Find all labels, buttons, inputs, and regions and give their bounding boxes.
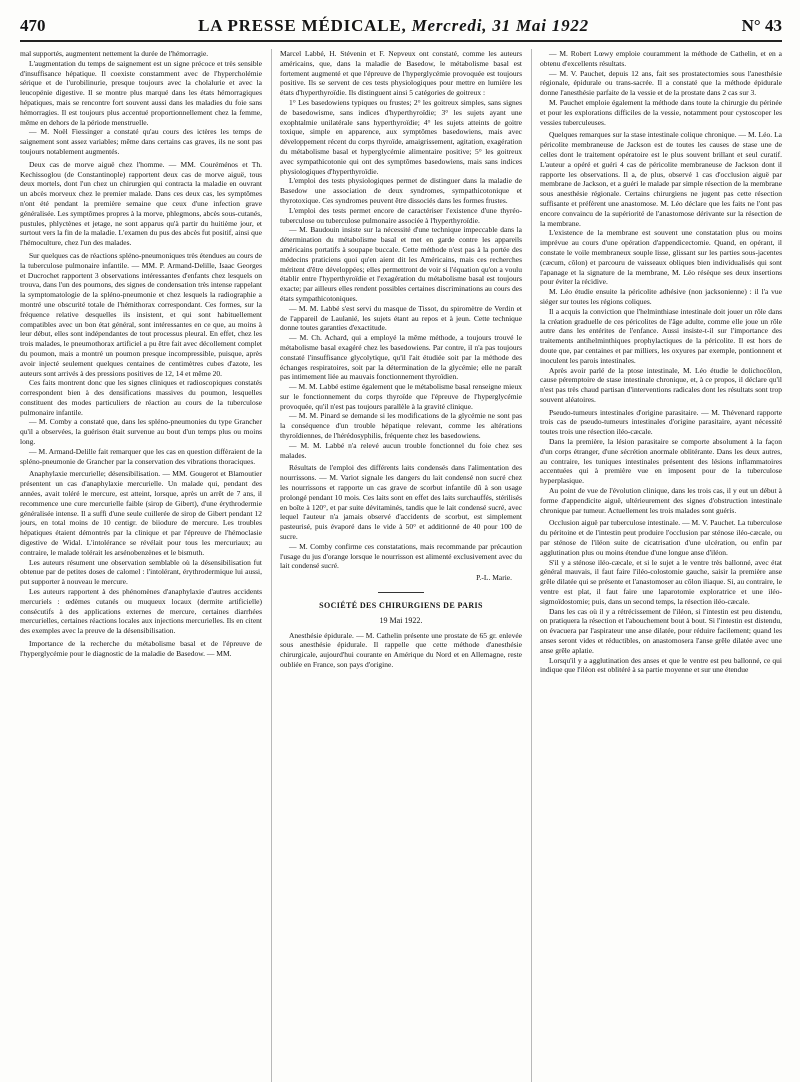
paragraph: Occlusion aiguë par tuberculose intestinale. — M. V. Pauchet. La tuberculose du péritoine et de l'intestin peut produire l'occlusion par sténose iléo-cæcale, ou par sténose de l'iléon suite de cicatrisation d'une ulcération, ou enfin par agglutination plus ou moins étendue d'une longue anse d'iléon.	[540, 518, 782, 557]
paragraph: — M. M. Labbé s'est servi du masque de Tissot, du spiromètre de Verdin et de l'appareil de Laulanié, les sujets étant au repos et à jeun. Cette technique donne toutes garanties d'exactitude.	[280, 303, 522, 333]
society-heading: SOCIÉTÉ DES CHIRURGIENS DE PARIS	[319, 601, 483, 611]
paragraph: Après avoir parlé de la ptose intestinale, M. Léo étudie le dolichocôlon, cause péremptoire de stase intestinale chronique, et, à ce propos, il déclare qu'il n'est pas très chaud partisan d'interventions radicales dont les résultats sont trop souvent aléatoires.	[540, 365, 782, 404]
paragraph: Les auteurs rapportent à des phénomènes d'anaphylaxie d'autres accidents mercuriels : œdèmes cutanés ou muqueux locaux (dermite artificielle) consécutifs à des applications externes de mercure, certaines diarrhées mercurielles, certaines réactions locales aux injections mercurielles. Ils en citent des exemples avec la preuve de la désensibilisation.	[20, 587, 262, 636]
paragraph: Dans les cas où il y a rétrécissement de l'iléon, si l'intestin est peu distendu, on pratiquera la résection et l'abouchement bout à bout. Si l'intestin est distendu, on évacuera par l'aspirateur une anse dilatée, pour réduire facilement; quand les anses seront vides et réductibles, on anastomosera l'anse grêle dilatée avec une anse grêle aplatie.	[540, 606, 782, 655]
paragraph: Les auteurs résument une observation semblable où la désensibilisation fut obtenue par de petites doses de calomel : l'intolérant, érythrodermique lui aussi, put supporter à nouveau le mercure.	[20, 557, 262, 587]
paragraph: mal supportés, augmentent nettement la durée de l'hémorragie.	[20, 49, 209, 58]
paragraph: Anesthésie épidurale. — M. Cathelin présente une prostate de 65 gr. enlevée sous anesthésie épidurale. Il rappelle que cette méthode d'anesthésie chirurgicale, aujourd'hui courante en Amérique du Nord et en Allemagne, reste oubliée en France, son pays d'origine.	[280, 630, 522, 670]
paragraph: Lorsqu'il y a agglutination des anses et que le ventre est peu ballonné, ce qui indique que l'iléon est oblitéré à sa partie moyenne et sur une étendue	[540, 655, 782, 675]
paragraph: L'augmentation du temps de saignement est un signe précoce et très sensible d'insuffisance hépatique. Il coexiste constamment avec de l'hypercholémie sérique et de l'urobilinurie, presque toujours avec la cholalurie et avec la leucopénie digestive. Il se montre plus marqué dans les états hémorragiques hépatiques, mais se rencontre fort souvent aussi dans les maladies du foie sans hémorragies. Il est toujours plus accentué proportionnellement chez la femme, même en dehors de la période menstruelle.	[20, 58, 262, 127]
paragraph: — M. Comby a constaté que, dans les spléno-pneumonies du type Grancher qu'il a observées, la guérison était survenue au bout d'un temps plus ou moins long.	[20, 417, 262, 447]
paragraph: Ces faits montrent donc que les signes cliniques et radioscopiques constatés correspondent bien à des densifications massives du poumon, lesquelles constituent des modes particuliers de réaction au cours de la tuberculose pulmonaire infantile.	[20, 378, 262, 417]
column-2	[271, 49, 522, 1082]
page-number: 470	[20, 16, 46, 35]
paragraph: — M. Noël Fiessinger a constaté qu'au cours des ictères les temps de saignement sont assez variables; même dans certains cas graves, ils ne sont pas toujours notablement augmentés.	[20, 127, 262, 156]
paragraph: — M. Comby confirme ces constatations, mais recommande par précaution l'usage du jus d'orange lorsque le nourrisson est alimenté exclusivement avec du lait condensé sucré.	[280, 541, 522, 571]
paragraph: — M. V. Pauchet, depuis 12 ans, fait ses prostatectomies sous l'anesthésie régionale, épidurale ou trans-sacrée. Il a constaté que la méthode épidurale donne l'anesthésie parfaite de la vessie et de la prostate dans 2 cas sur 3.	[540, 68, 782, 98]
paragraph: Quelques remarques sur la stase intestinale colique chronique. — M. Léo. La péricolite membraneuse de Jackson est de toutes les causes de stase une de celles dont le traitement opératoire est le plus souvent brillant et seul curatif. L'auteur a opéré et guéri 4 cas de péricolite membraneuse de Jackson dont il rapporte les observations. Il a, de plus, observé 1 cas d'occlusion aiguë par membrane de Jackson, et a guéri le malade par simple résection de la membrane sous anesthésie régionale. Certains chirurgiens ne jugent pas cette résection suffisante et préfèrent une anastomose. M. Léo déclare que les faits ne l'ont pas encore convaincu de la supériorité de l'anastomose dérivante sur la résection de la membrane.	[540, 130, 782, 228]
paragraph: — M. Baudouin insiste sur la nécessité d'une technique impeccable dans la détermination du métabolisme basal et met en garde contre les appareils américains portatifs à soupape buccale. Cette méthode n'est pas à la portée des médecins praticiens quoi qu'en aient dit les Américains, mais ces recherches méritent d'être développées; elles permettront de voir si l'équation qu'on a voulu établir entre l'hyperthyroïdie et l'exagération du métabolisme basal est toujours exacte; par ailleurs elles rendent possibles certaines discriminations au cours des états sympathicotoniques.	[280, 225, 522, 303]
paragraph: M. Léo étudie ensuite la péricolite adhésive (non jacksonienne) : il l'a vue siéger sur toutes les régions coliques.	[540, 287, 782, 306]
paragraph: Deux cas de morve aiguë chez l'homme. — MM. Couréménos et Th. Kechissoglou (de Constantinople) rapportent deux cas de morve aiguë, tous deux mortels, dont l'un chez un chirurgien qui contracta la maladie en ouvrant un abcès morveux chez le premier malade. Dans ces deux cas, les symptômes n'ont été pendant la première semaine que ceux d'une infection grave généralisée. Les symptômes propres à la morve, phlegmons, abcès sous-cutanés, pustules, phlyctènes et jetage, ne sont apparus qu'à partir du huitième jour, et surtout vers la fin de la maladie. L'examen du pus des abcès fut positif, ainsi que l'hémoculture, chez l'un des malades.	[20, 159, 262, 248]
column-2-body	[280, 49, 522, 571]
paragraph: — M. Ch. Achard, qui a employé la même méthode, a toujours trouvé le métabolisme basal exagéré chez les basedowiens. Par contre, il n'a pas toujours constaté l'insuffisance glycolytique, qu'il l'ait étudiée soit par la méthode des échanges respiratoires, soit par la détermination de la glycémie; elle ne paraît pas intimement liée au mauvais fonctionnement thyroïdien.	[280, 333, 522, 382]
paragraph: Marcel Labbé, H. Stévenin et F. Nepveux ont constaté, comme les auteurs américains, que, dans la maladie de Basedow, le métabolisme basal est fortement augmenté et que l'épreuve de l'hyperglycémie provoquée est toujours positive. Ils se servent de ces tests physiologiques pour mettre en lumière les états d'hyperthyroïdie. Ils distinguent ainsi 5 catégories de goitreux :	[280, 49, 522, 98]
paragraph: — M. Armand-Delille fait remarquer que les cas en question diffèraient de la spléno-pneumonie de Grancher par la conservation des vibrations thoraciques.	[20, 446, 262, 466]
paragraph: Au point de vue de l'évolution clinique, dans les trois cas, il y eut un début à forme d'appendicite aiguë, ultérieurement des signes d'obstruction intestinale chronique par tumeur. Actuellement les trois malades sont guéris.	[540, 486, 782, 515]
section-divider	[378, 592, 424, 593]
paragraph: 1° Les basedowiens typiques ou frustes; 2° les goitreux simples, sans signes de basedowisme, sans indices d'hyperthyroïdie; 3° les sujets ayant une exophtalmie unilatérale sans hyperthyroïdie; 4° les sujets atteints de goitre toxique, simple en apparence, aux symptômes basedowiens, mais avec développement récent du corps thyroïde, amaigrissement, agitation, exagération du métabolisme basal et hyperglycémie alimentaire positive; 5° les goitreux avec sympathicotonie qui ont des symptômes basedowiens, mais sans indices physiologiques d'hyperthyroïdie.	[280, 97, 522, 176]
paragraph: — M. M. Labbé n'a relevé aucun trouble fonctionnel du foie chez ses malades.	[280, 440, 522, 460]
paragraph: Sur quelques cas de réactions spléno-pneumoniques très étendues au cours de la tuberculose pulmonaire infantile. — MM. P. Armand-Delille, Isaac Georges et Ducrochet rapportent 3 observations intéressantes d'enfants chez lesquels on trouva, dans l'un des poumons, des signes de condensation très intense rappelant la symptomatologie de la spléno-pneumonie et chez lesquels la radiographie a montré une obscurité totale de l'hémithorax correspondant. Ces formes, sur la fréquence relative desquelles ils insistent, et qui sont habituellement compatibles avec un bon état général, sont intéressantes en ce que, au moins à leur début, elles sont indépendantes de tout processus pleural. En effet, chez les trois malades, le pneumothorax artificiel a pu être fait avec décollement complet du poumon, mais a montré un poumon presque incompressible, puisque, après avoir injecté seulement quelques centaines de centimètres cubes d'azote, les auteurs sont arrivés à des pressions positives de 12, 14 et même 20.	[20, 250, 262, 378]
paragraph: L'existence de la membrane est souvent une constatation plus ou moins imprévue au cours d'une opération d'appendicectomie. Quand, en opérant, il constate le voile membraneux souple lisse, glissant sur les parties sous-jacentes (cæcum, côlon) et parcouru de vaisseaux obliques bien individualisés qui sont l'apanage et la signature de la membrane, M. Léo résèque ses deux insertions pour éviter la récidive.	[540, 228, 782, 287]
page-header	[20, 16, 782, 42]
issue-date: Mercredi, 31 Mai 1922	[411, 16, 589, 35]
paragraph: Pseudo-tumeurs intestinales d'origine parasitaire. — M. Thévenard rapporte trois cas de pseudo-tumeurs intestinales d'origine parasitaire, ayant nécessité toutes trois une résection iléo-cæcale.	[540, 407, 782, 437]
paragraph: Résultats de l'emploi des différents laits condensés dans l'alimentation des nourrissons. — M. Variot signale les dangers du lait condensé non sucré chez les nourrissons et rapporte un cas grave de scorbut infantile dû à son usage prolongé pendant 10 mois. Ces laits sont en effet des laits surchauffés, stérilisés en boîte à 120°, et par suite dévitaminés, tandis que le lait condensé sucré, avec lequel l'auteur n'a jamais observé d'accidents de scorbut, est simplement pasteurisé, puis évaporé dans le vide à 50° et additionné de 40 pour 100 de sucre.	[280, 463, 522, 542]
author-signature: P.-L. Marie.	[476, 573, 512, 583]
paragraph: S'il y a sténose iléo-cæcale, et si le sujet a le ventre très ballonné, avec état général mauvais, il faut faire l'iléo-colostomie gauche, saisir la première anse grêle dilatée qui se présente et l'anastomoser au côlon iliaque. Si, au contraire, le ventre est plat, il faut faire une laparotomie exploratrice et une iléo-sigmoïdostomie; puis, dans un second temps, la résection iléo-cæcale.	[540, 557, 782, 606]
column-2-tail	[280, 631, 522, 670]
issue-number: N° 43	[741, 16, 782, 35]
paragraph: — M. M. Labbé estime également que le métabolisme basal renseigne mieux sur le fonctionnement du corps thyroïde que l'épreuve de l'hyperglycémie provoquée, qu'il n'est pas toujours parallèle à la gravité clinique.	[280, 382, 522, 411]
paragraph: Dans la première, la lésion parasitaire se comporte absolument à la façon d'un corps étranger, d'une sécrétion anormale oblitérante. Dans les deux autres, au contraire, les tuniques intestinales présentent des lésions inflammatoires accentuées qui à première vue en imposent pour de la tuberculose hyperplasique.	[540, 437, 782, 486]
paragraph: — M. Robert Lœwy emploie couramment la méthode de Cathelin, et en a obtenu d'excellents résultats.	[540, 49, 782, 68]
column-1	[20, 49, 262, 1082]
paragraph: L'emploi des tests permet encore de caractériser l'existence d'une thyréo-tuberculose ou tuberculose pulmonaire associée à l'hyperthyroïdie.	[280, 205, 522, 225]
paragraph: L'emploi des tests physiologiques permet de distinguer dans la maladie de Basedow une association de deux syndromes, sympathicotonique et thyrotoxique. Ces syndromes peuvent être dissociés dans les formes frustes.	[280, 176, 522, 205]
column-3	[531, 49, 782, 1082]
paragraph: Importance de la recherche du métabolisme basal et de l'épreuve de l'hyperglycémie pour le diagnostic de la maladie de Basedow. — MM.	[20, 639, 262, 658]
journal-name: LA PRESSE MÉDICALE,	[198, 16, 407, 35]
paragraph: M. Pauchet emploie également la méthode dans toute la chirurgie du périnée et pour les explorations difficiles de la vessie, notamment pour cystoscoper les vessies tuberculeuses.	[540, 97, 782, 127]
paragraph: — M. M. Pinard se demande si les modifications de la glycémie ne sont pas la conséquence d'un trouble hépatique relevant, comme les altérations thyroïdiennes, de l'hérédosyphilis, fréquente chez les basedowiens.	[280, 411, 522, 441]
paragraph: Anaphylaxie mercurielle; désensibilisation. — MM. Gougerot et Blamoutier présentent un cas d'anaphylaxie mercurielle. Un malade qui, pendant des années, avait toléré le mercure, est atteint, lorsque, après un arrêt de 7 ans, il recommence une cure mercurielle faible (sirop de Gibert), d'une érythrodermie généralisée intense. Il a suffi d'une seule cuillerée de sirop de Gibert pendant 12 jours, en total moins de 10 centigr. de biiodure de mercure. Les troubles hépatiques étaient démontrés par la clinique et par l'épreuve de l'hémoclasie digestive de Widal. L'intolérance se révélait pour tous les mercuriaux; au contraire, le malade tolérait les arsénobenzènes et le bismuth.	[20, 469, 262, 557]
society-date: 19 Mai 1922.	[379, 615, 423, 625]
journal-title	[198, 16, 589, 36]
text-columns	[20, 49, 782, 1082]
paragraph: Il a acquis la conviction que l'helminthiase intestinale doit jouer un rôle dans la création graduelle de ces péricolites de l'âge adulte, comme elle joue un rôle autre dans les entérites de l'enfance. Aussi insiste-t-il sur l'importance des traitements antihelminthiques prophylactiques de la péricolite. Il est hors de doute que, par centaines et par milliers, les oxyures par exemple, pontionnent et inoculent les parois intestinales.	[540, 306, 782, 365]
